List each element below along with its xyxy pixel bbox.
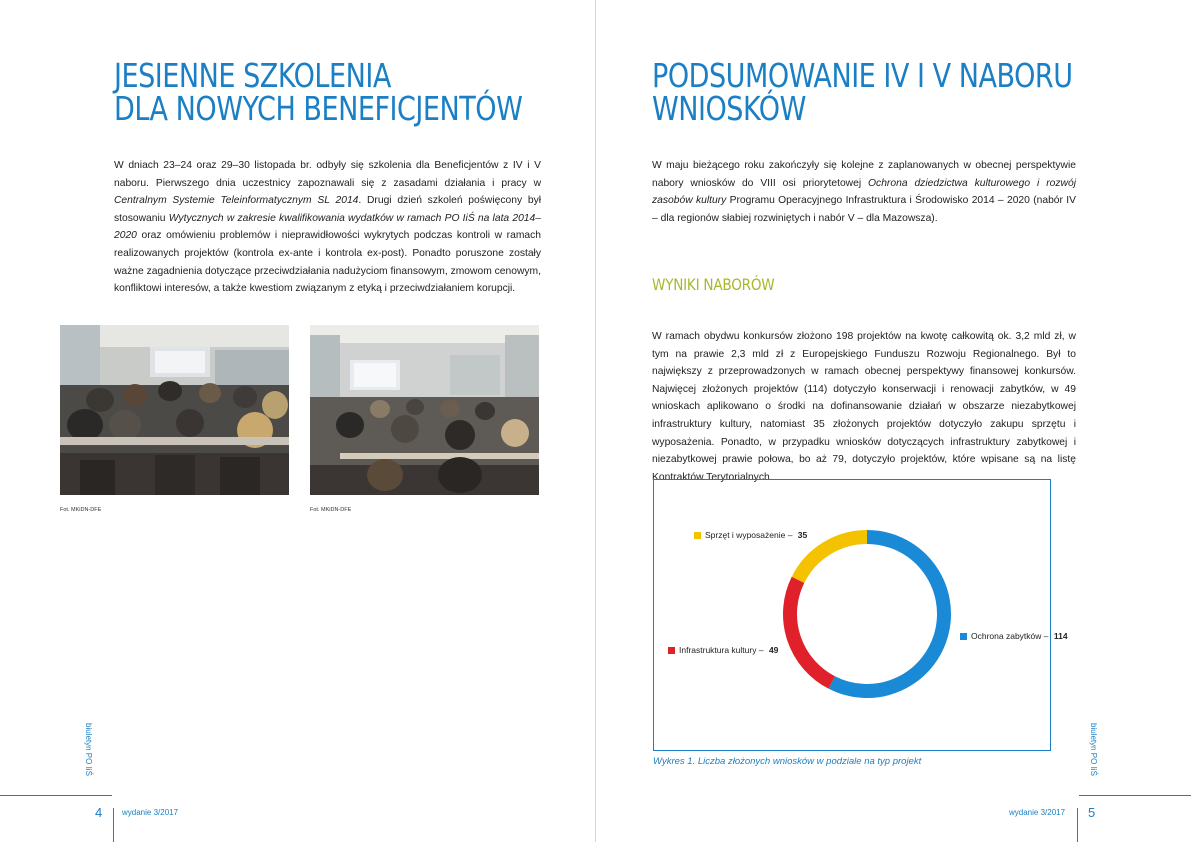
left-page <box>0 0 595 842</box>
legend-item-monuments <box>960 631 1068 641</box>
legend-swatch-blue <box>960 633 967 640</box>
page-number-right: 5 <box>1088 805 1096 820</box>
right-intro-paragraph <box>652 157 1076 227</box>
training-photo-2 <box>310 325 539 495</box>
donut-slice-infrastructure <box>790 580 832 683</box>
right-page-title <box>652 56 1073 128</box>
left-para-run-1: Centralnym Systemie Teleinformatycznym SL 2014 <box>114 195 359 207</box>
footer-rule-left <box>0 795 112 796</box>
left-para-run-3: Wytycznych w zakresie kwalifikowania wydatków w ramach PO IiŚ na lata 2014–2020 <box>114 212 541 242</box>
left-para-run-2: . Drugi dzień szkoleń poświęcony był stosowaniu <box>114 195 542 224</box>
training-photo-1-image <box>60 325 289 495</box>
training-photo-1 <box>60 325 289 495</box>
legend-separator: – <box>785 530 795 540</box>
footer-rule-right <box>1079 795 1191 796</box>
side-label-right: biuletyn PO IiŚ <box>1089 723 1098 776</box>
chart-caption: Wykres 1. Liczba złożonych wniosków w podziale na typ projekt <box>653 756 922 767</box>
footer-divider-left <box>113 808 114 842</box>
intro-run-0: W maju bieżącego roku zakończyły się kolejne z zaplanowanych w obecnej perspektywie nabory wniosków do VIII osi priorytetowej <box>652 160 1076 189</box>
intro-run-2: Programu Operacyjnego Infrastruktura i Środowisko 2014 – 2020 (nabór IV – dla regionów słabiej rozwiniętych i nabór V – dla Mazowsza). <box>652 195 1077 224</box>
left-para-run-4: oraz omówieniu problemów i nieprawidłowości wykrytych podczas kontroli w ramach realizowanych projektów (kontrola ex-ante i kontrola ex-post). Ponadto poruszone zostały ważne zagadnienia dotyczące przeciwdziałania nadużyciom finansowym, zmowom cenowym, konfliktowi interesów, a także kwestiom związanym z etyką i przeciwdziałaniem korupcji. <box>114 230 541 295</box>
legend-item-equipment <box>694 530 807 540</box>
right-title-line-1: PODSUMOWANIE IV I V NABORU <box>652 56 1073 95</box>
left-title-line-2: DLA NOWYCH BENEFICJENTÓW <box>114 89 523 128</box>
side-label-left: biuletyn PO IiŚ <box>84 723 93 776</box>
legend-separator: – <box>756 645 766 655</box>
edition-label-left: wydanie 3/2017 <box>122 808 179 817</box>
training-photo-2-image <box>310 325 539 495</box>
left-title-line-1: JESIENNE SZKOLENIA <box>114 56 391 95</box>
legend-swatch-yellow <box>694 532 701 539</box>
page-number-left: 4 <box>95 805 103 820</box>
legend-item-infrastructure <box>668 645 778 655</box>
legend-label-equipment: Sprzęt i wyposażenie <box>705 530 786 540</box>
legend-label-infrastructure: Infrastruktura kultury <box>679 645 757 655</box>
left-body-paragraph <box>114 157 541 298</box>
results-run-0: W ramach obydwu konkursów złożono 198 projektów na kwotę całkowitą ok. 3,2 mld zł, w tym na prawie 2,3 mld zł z Europejskiego Funduszu Rozwoju Regionalnego. Był to największy z przeprowadzonych w ramach obecnej perspektywy finansowej konkursów. Najwięcej złożonych projektów (114) dotyczyło konserwacji i renowacji zabytków, w 49 wnioskach aplikowano o środki na dofinansowanie działań w obszarze niezabytkowej infrastruktury kultury, natomiast 35 złożonych projektów dotyczyło zakupu sprzętu i wyposażenia. Ponadto, w przypadku wniosków dotyczących infrastruktury zabytkowej i niezabytkowej prawie połowa, bo aż 79, dotyczyło projektów, które wpisane są na listę Kontraktów Terytorialnych. <box>652 331 1076 483</box>
legend-separator: – <box>1041 631 1051 641</box>
donut-slice-monuments <box>832 537 944 691</box>
edition-label-right: wydanie 3/2017 <box>1009 808 1066 817</box>
intro-run-1: Ochrona dziedzictwa kulturowego i rozwój zasobów kultury <box>652 177 1076 207</box>
results-paragraph <box>652 328 1076 486</box>
photo-2-caption: Fot. MKiDN-DFE <box>310 507 352 513</box>
left-para-run-0: W dniach 23–24 oraz 29–30 listopada br. odbyły się szkolenia dla Beneficjentów z IV i V naboru. Pierwszego dnia uczestnicy zapoznawali się z zasadami działania i pracy w <box>114 160 541 189</box>
legend-swatch-red <box>668 647 675 654</box>
footer-divider-right <box>1077 808 1078 842</box>
results-subheading: WYNIKI NABORÓW <box>652 275 775 294</box>
photo-1-caption: Fot. MKiDN-DFE <box>60 507 102 513</box>
chart-frame <box>653 479 1068 751</box>
legend-value-equipment: 35 <box>797 530 808 540</box>
donut-slice-equipment <box>798 537 867 580</box>
right-title-line-2: WNIOSKÓW <box>652 89 806 128</box>
donut-chart <box>654 480 1052 752</box>
legend-label-monuments: Ochrona zabytków <box>971 631 1042 641</box>
right-page <box>596 0 1191 842</box>
legend-value-infrastructure: 49 <box>768 645 779 655</box>
legend-value-monuments: 114 <box>1053 631 1068 641</box>
left-page-title <box>114 56 523 128</box>
